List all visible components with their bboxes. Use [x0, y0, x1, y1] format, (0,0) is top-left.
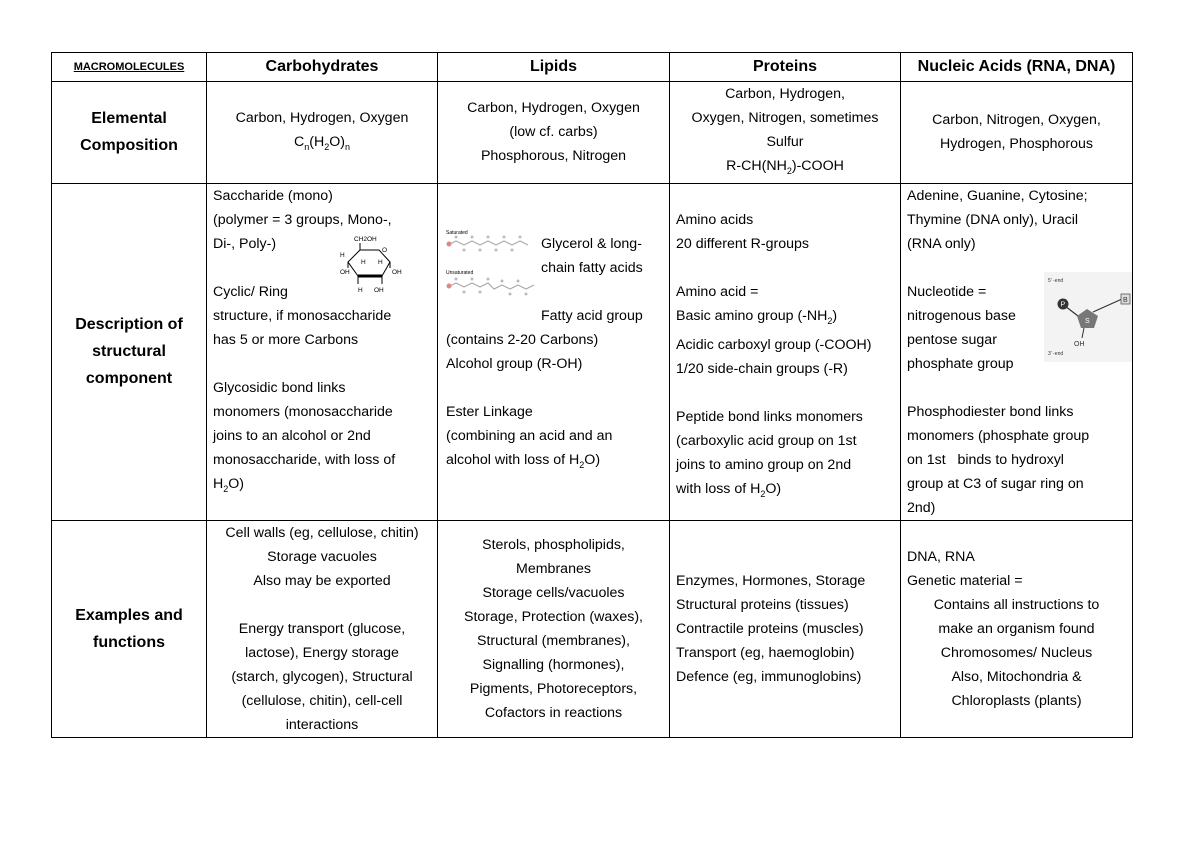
svg-text:P: P	[1060, 301, 1066, 309]
cell-elemental-proteins: Carbon, Hydrogen, Oxygen, Nitrogen, sometimes Sulfur $R-CH(NH_2)$-COOH	[670, 82, 901, 184]
svg-text:Unsaturated: Unsaturated	[446, 269, 474, 276]
formula-amino-acid: $R-CH(NH_2)$-COOH	[726, 158, 844, 176]
cell-elemental-carbohydrates: Carbon, Hydrogen, Oxygen $C_n(H_2O)_n$	[207, 82, 438, 184]
svg-text:S: S	[1085, 317, 1090, 325]
cell-examples-carbohydrates: Cell walls (eg, cellulose, chitin) Storage vacuoles Also may be exported Energy transport (glucose, lactose), Energy storage (starch, glycogen), Structural (cellulose, chitin), cell-cell interactions	[207, 520, 438, 737]
header-corner: MACROMOLECULES	[52, 53, 207, 82]
svg-text:3' -end: 3' -end	[1048, 350, 1064, 357]
cell-examples-proteins: Enzymes, Hormones, Storage Structural proteins (tissues) Contractile proteins (muscles) Transport (eg, haemoglobin) Defence (eg, immunoglobins)	[670, 520, 901, 737]
cell-description-lipids: Saturated Unsaturated Glycerol & long- chain fatty acids Fatty acid group (contains 2-20 Carbons) Alcohol group (R-OH) Ester Linkage (combining an acid and an alcohol with loss of $H_2O$)	[438, 183, 670, 520]
svg-text:H: H	[378, 258, 383, 266]
header-nucleic-acids: Nucleic Acids (RNA, DNA)	[901, 53, 1133, 82]
header-lipids: Lipids	[438, 53, 670, 82]
macromolecules-table	[51, 52, 1133, 738]
examples-row	[52, 520, 1133, 737]
row-label-elemental: Elemental Composition	[52, 82, 207, 184]
elemental-row	[52, 82, 1133, 184]
svg-text:Saturated: Saturated	[446, 229, 468, 236]
svg-text:H: H	[358, 286, 363, 294]
svg-text:OH: OH	[340, 268, 350, 276]
svg-text:5' -end: 5' -end	[1048, 277, 1064, 284]
svg-text:OH: OH	[392, 268, 402, 276]
cell-examples-nucleic: DNA, RNA Genetic material = Contains all instructions to make an organism found Chromosomes/ Nucleus Also, Mitochondria & Chloroplasts (plants)	[901, 520, 1133, 737]
cell-description-carbohydrates: Saccharide (mono) (polymer = 3 groups, Mono-, Di-, Poly-) Cyclic/ Ring structure, if monosaccharide has 5 or more Carbons Glycosidic bond links monomers (monosaccharide joins to an alcohol or 2nd monosaccharide, with loss of $H_2O$) CH2OH H O H OH OH H OH H	[207, 183, 438, 520]
lipid-ester-h2o-line: alcohol with loss of $H_2O$)	[446, 451, 601, 470]
cell-examples-lipids: Sterols, phospholipids, Membranes Storage cells/vacuoles Storage, Protection (waxes), Structural (membranes), Signalling (hormones), Pigments, Photoreceptors, Cofactors in reactions	[438, 520, 670, 737]
header-row	[52, 53, 1133, 82]
carb-h2o-line: $H_2O$)	[213, 475, 245, 494]
glucose-ring-diagram	[334, 234, 416, 296]
svg-text:OH: OH	[374, 286, 384, 294]
cell-elemental-nucleic: Carbon, Nitrogen, Oxygen, Hydrogen, Phosphorous	[901, 82, 1133, 184]
row-label-description: Description of structural component	[52, 183, 207, 520]
svg-text:H: H	[361, 258, 366, 266]
cell-description-nucleic: Adenine, Guanine, Cytosine; Thymine (DNA only), Uracil (RNA only) Nucleotide = nitrogenous base pentose sugar phosphate group Phosphodiester bond links monomers (phosphate group on 1st binds to hydroxyl group at C3 of sugar ring on 2nd) 5' -end 3' -end P S B OH	[901, 183, 1133, 520]
header-carbohydrates: Carbohydrates	[207, 53, 438, 82]
header-proteins: Proteins	[670, 53, 901, 82]
formula-carbohydrate: $C_n(H_2O)_n$	[293, 134, 351, 152]
nucleotide-diagram	[1044, 272, 1132, 362]
cell-description-proteins: Amino acids 20 different R-groups Amino acid = Basic amino group $(-NH_2)$ Acidic carboxyl group (-COOH) 1/20 side-chain groups (-R) Peptide bond links monomers (carboxylic acid group on 1st joins to amino group on 2nd with loss of $H_2O$)	[670, 183, 901, 520]
peptide-h2o-line: with loss of $H_2O$)	[676, 480, 782, 499]
svg-text:OH: OH	[1074, 340, 1085, 348]
glucose-label-ch2oh: CH2OH	[354, 235, 377, 243]
row-label-examples: Examples and functions	[52, 520, 207, 737]
basic-amino-line: Basic amino group $(-NH_2)$	[676, 307, 838, 326]
fatty-acid-diagram	[446, 229, 538, 301]
svg-text:O: O	[382, 246, 388, 254]
cell-elemental-lipids: Carbon, Hydrogen, Oxygen (low cf. carbs) Phosphorous, Nitrogen	[438, 82, 670, 184]
description-row	[52, 183, 1133, 520]
svg-text:B: B	[1123, 296, 1128, 304]
svg-text:H: H	[340, 251, 345, 259]
